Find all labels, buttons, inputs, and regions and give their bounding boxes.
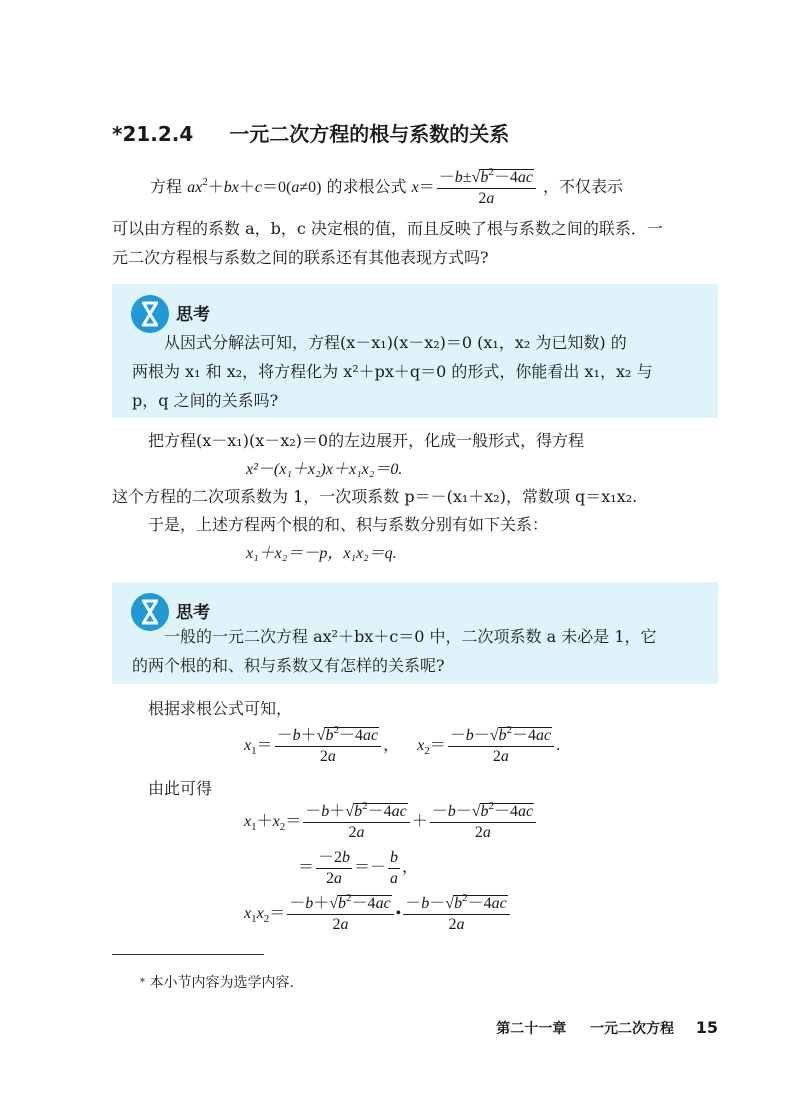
think-label: 思考 bbox=[176, 305, 210, 325]
intro-line-3: 元二次方程根与系数之间的联系还有其他表现方式吗? bbox=[112, 248, 489, 267]
think2-line-1: 一般的一元二次方程 ax²＋bx＋c＝0 中，二次项系数 a 未必是 1，它 bbox=[164, 627, 657, 646]
root-formulas: $x_1=$ $\frac{-b+√b^2-4ac}{2a}$ ， $x_2=$ $\frac{-b-√b^2-4ac}{2a}$ . bbox=[244, 724, 561, 765]
body1-line-1: 把方程(x－x₁)(x－x₂)＝0的左边展开，化成一般形式，得方程 bbox=[148, 431, 585, 450]
intro-text-a: 方程 bbox=[150, 177, 183, 197]
body1-line-3: 这个方程的二次项系数为 1，一次项系数 p＝－(x₁＋x₂)，常数项 q＝x₁x₂. bbox=[112, 487, 638, 506]
section-number: *21.2.4 bbox=[112, 122, 194, 146]
footer-chapter-title: 一元二次方程 bbox=[589, 1021, 674, 1037]
expanded-equation: x²－(x₁＋x₂)x＋x₁x₂＝0. bbox=[246, 461, 403, 478]
think-box-1 bbox=[112, 284, 718, 418]
asterisk-icon: * bbox=[140, 977, 145, 988]
body1-line-4: 于是，上述方程两个根的和、积与系数分别有如下关系： bbox=[148, 515, 549, 534]
intro-line-1 bbox=[150, 168, 623, 209]
footnote-rule bbox=[112, 954, 264, 955]
section-title: 一元二次方程的根与系数的关系 bbox=[229, 122, 510, 146]
page-footer bbox=[496, 1018, 718, 1038]
intro-line-2: 可以由方程的系数 a，b，c 决定根的值，而且反映了根与系数之间的联系．一 bbox=[112, 219, 663, 238]
page-number: 15 bbox=[695, 1018, 718, 1037]
quadratic-formula: x＝ $\frac{-b\pm√b^2-4ac}{2a}$ bbox=[412, 179, 538, 196]
think-label: 思考 bbox=[176, 603, 210, 623]
body2-line-2: 由此可得 bbox=[148, 779, 213, 798]
footer-chapter: 第二十一章 bbox=[496, 1021, 567, 1037]
sum-result: ＝ $\frac{-2b}{2a}$ ＝－ $\frac{b}{a}$ ， bbox=[298, 849, 419, 887]
general-equation: $ax^2+bx+c=0(a\ne 0)$ bbox=[187, 176, 322, 197]
think1-line-1: 从因式分解法可知，方程(x－x₁)(x－x₂)＝0 (x₁，x₂ 为已知数) 的 bbox=[164, 333, 627, 352]
think1-line-3: p，q 之间的关系吗? bbox=[132, 391, 279, 410]
body2-line-1: 根据求根公式可知， bbox=[148, 699, 293, 718]
relation-equations: x₁＋x₂＝－p，x₁x₂＝q. bbox=[246, 545, 397, 562]
think-box-2 bbox=[112, 582, 718, 684]
section-heading bbox=[112, 118, 509, 147]
think2-line-2: 的两个根的和、积与系数又有怎样的关系呢? bbox=[132, 656, 445, 675]
footnote bbox=[140, 972, 294, 992]
product-derivation: $x_1x_2=$ $\frac{-b+√b^2-4ac}{2a}$ • $\frac{-b-√b^2-4ac}{2a}$ bbox=[244, 894, 512, 935]
intro-text-b: 的求根公式 bbox=[326, 177, 407, 197]
footnote-text: 本小节内容为选学内容. bbox=[149, 975, 294, 991]
intro-text-c: ，不仅表示 bbox=[543, 177, 624, 197]
sum-derivation: $x_1+x_2=$ $\frac{-b+√b^2-4ac}{2a}$ ＋ $\frac{-b-√b^2-4ac}{2a}$ bbox=[244, 802, 538, 843]
think1-line-2: 两根为 x₁ 和 x₂，将方程化为 x²＋px＋q＝0 的形式，你能看出 x₁，x₂ 与 bbox=[132, 362, 653, 381]
